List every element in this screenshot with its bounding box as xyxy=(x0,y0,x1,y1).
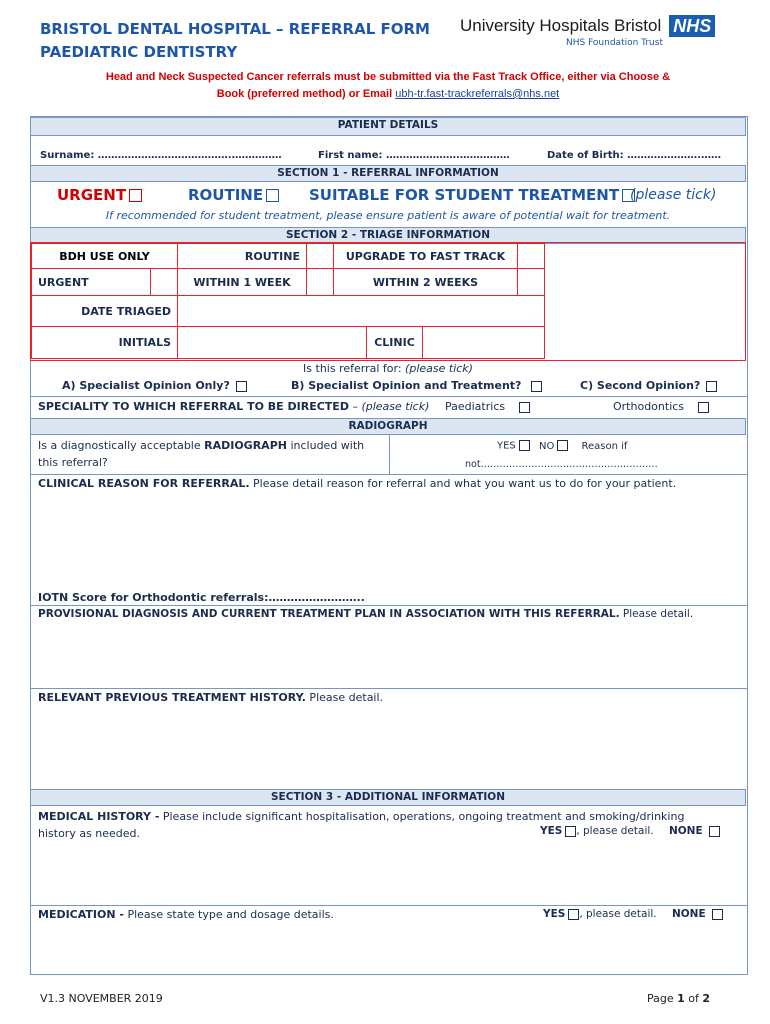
medication-none-checkbox[interactable] xyxy=(712,909,723,920)
option-c-checkbox[interactable] xyxy=(706,381,717,392)
clinic-label: CLINIC xyxy=(366,326,423,359)
within-1-week-label: WITHIN 1 WEEK xyxy=(177,268,307,296)
upgrade-fast-track-label: UPGRADE TO FAST TRACK xyxy=(333,243,518,269)
surname-field[interactable]: Surname: ………………………………….…………… xyxy=(40,150,282,161)
section3-heading: SECTION 3 - ADDITIONAL INFORMATION xyxy=(30,789,746,806)
medication-answer: YES , please detail. NONE xyxy=(543,908,723,920)
medical-yes-checkbox[interactable] xyxy=(565,826,576,837)
date-triaged-field[interactable] xyxy=(177,295,545,327)
medical-history-field[interactable] xyxy=(38,842,738,902)
form-title: BRISTOL DENTAL HOSPITAL – REFERRAL FORM xyxy=(40,20,430,38)
triage-urgent-box[interactable] xyxy=(150,268,178,296)
radiograph-answer: YES NO Reason if xyxy=(497,440,628,452)
student-option[interactable]: SUITABLE FOR STUDENT TREATMENT xyxy=(309,186,635,204)
within-2-weeks-box[interactable] xyxy=(517,268,545,296)
radiograph-no-checkbox[interactable] xyxy=(557,440,568,451)
divider xyxy=(31,688,747,689)
routine-option[interactable]: ROUTINE xyxy=(188,186,279,204)
provisional-diagnosis-field[interactable] xyxy=(38,624,738,686)
triage-routine-box[interactable] xyxy=(306,243,334,269)
student-treatment-note: If recommended for student treatment, please ensure patient is aware of potential wait for treatment. xyxy=(105,209,671,222)
please-tick-note: (please tick) xyxy=(630,187,717,203)
form-subtitle: PAEDIATRIC DENTISTRY xyxy=(40,43,238,61)
radiograph-divider xyxy=(389,434,390,474)
medical-history-answer: YES , please detail. NONE xyxy=(540,825,720,837)
divider xyxy=(31,396,747,397)
logo-name: University Hospitals Bristol xyxy=(460,16,662,35)
nhs-badge: NHS xyxy=(669,15,715,37)
date-triaged-label: DATE TRIAGED xyxy=(31,295,178,327)
bdh-use-only-label: BDH USE ONLY xyxy=(31,243,178,269)
divider xyxy=(31,905,747,906)
iotn-score-field[interactable]: IOTN Score for Orthodontic referrals:…………………….. xyxy=(38,591,365,604)
referral-for-question: Is this referral for: (please tick) xyxy=(303,362,473,375)
triage-urgent-label: URGENT xyxy=(31,268,151,296)
section2-heading: SECTION 2 - TRIAGE INFORMATION xyxy=(30,227,746,244)
provisional-diagnosis-label: PROVISIONAL DIAGNOSIS AND CURRENT TREATMENT PLAN IN ASSOCIATION WITH THIS REFERRAL. Please detail. xyxy=(38,608,694,620)
triage-routine-label: ROUTINE xyxy=(177,243,307,269)
medical-none-checkbox[interactable] xyxy=(709,826,720,837)
first-name-field[interactable]: First name: ………………….…………… xyxy=(318,150,510,161)
option-b[interactable]: B) Specialist Opinion and Treatment? xyxy=(291,379,542,392)
radiograph-yes-checkbox[interactable] xyxy=(519,440,530,451)
paediatrics-option[interactable]: Paediatrics xyxy=(445,400,530,413)
previous-treatment-label: RELEVANT PREVIOUS TREATMENT HISTORY. Please detail. xyxy=(38,691,384,704)
clinic-field[interactable] xyxy=(422,326,545,359)
divider xyxy=(31,605,747,606)
radiograph-question: Is a diagnostically acceptable RADIOGRAPH included with this referral? xyxy=(38,439,365,469)
paediatrics-checkbox[interactable] xyxy=(519,402,530,413)
option-a-checkbox[interactable] xyxy=(236,381,247,392)
version-label: V1.3 NOVEMBER 2019 xyxy=(40,992,163,1005)
option-a[interactable]: A) Specialist Opinion Only? xyxy=(62,379,247,392)
medication-field[interactable] xyxy=(38,924,738,969)
initials-field[interactable] xyxy=(177,326,367,359)
divider xyxy=(31,474,747,475)
routine-checkbox[interactable] xyxy=(266,189,279,202)
section1-heading: SECTION 1 - REFERRAL INFORMATION xyxy=(30,165,746,182)
option-c[interactable]: C) Second Opinion? xyxy=(580,379,717,392)
medication-label: MEDICATION - Please state type and dosage details. xyxy=(38,908,334,921)
medication-yes-checkbox[interactable] xyxy=(568,909,579,920)
dob-field[interactable]: Date of Birth: ………………….…… xyxy=(547,150,721,161)
clinical-reason-field[interactable] xyxy=(38,492,738,588)
speciality-label: SPECIALITY TO WHICH REFERRAL TO BE DIRECTED – (please tick) xyxy=(38,400,430,413)
patient-details-heading: PATIENT DETAILS xyxy=(30,117,746,136)
orthodontics-option[interactable]: Orthodontics xyxy=(613,400,709,413)
radiograph-reason-field[interactable]: not………………………………….……………. xyxy=(465,459,658,470)
trust-logo xyxy=(460,15,715,37)
urgent-option[interactable]: URGENT xyxy=(57,186,142,204)
medical-history-label: MEDICAL HISTORY - Please include significant hospitalisation, operations, ongoing treatment and smoking/drinking history as needed. xyxy=(38,810,685,840)
initials-label: INITIALS xyxy=(31,326,178,359)
orthodontics-checkbox[interactable] xyxy=(698,402,709,413)
within-2-weeks-label: WITHIN 2 WEEKS xyxy=(333,268,518,296)
cancer-warning: Head and Neck Suspected Cancer referrals must be submitted via the Fast Track Office, either via Choose & Book (preferred method) or Email ubh-tr.fast-trackreferrals@nhs.net xyxy=(105,71,671,100)
previous-treatment-field[interactable] xyxy=(38,707,738,787)
fast-track-email-link[interactable]: ubh-tr.fast-trackreferrals@nhs.net xyxy=(395,88,560,100)
option-b-checkbox[interactable] xyxy=(531,381,542,392)
logo-subtitle: NHS Foundation Trust xyxy=(566,38,663,48)
radiograph-heading: RADIOGRAPH xyxy=(30,418,746,435)
page-number: Page 1 of 2 xyxy=(647,992,711,1005)
upgrade-fast-track-box[interactable] xyxy=(517,243,545,269)
within-1-week-box[interactable] xyxy=(306,268,334,296)
clinical-reason-label: CLINICAL REASON FOR REFERRAL. Please detail reason for referral and what you want us to do for your patient. xyxy=(38,477,677,490)
urgent-checkbox[interactable] xyxy=(129,189,142,202)
